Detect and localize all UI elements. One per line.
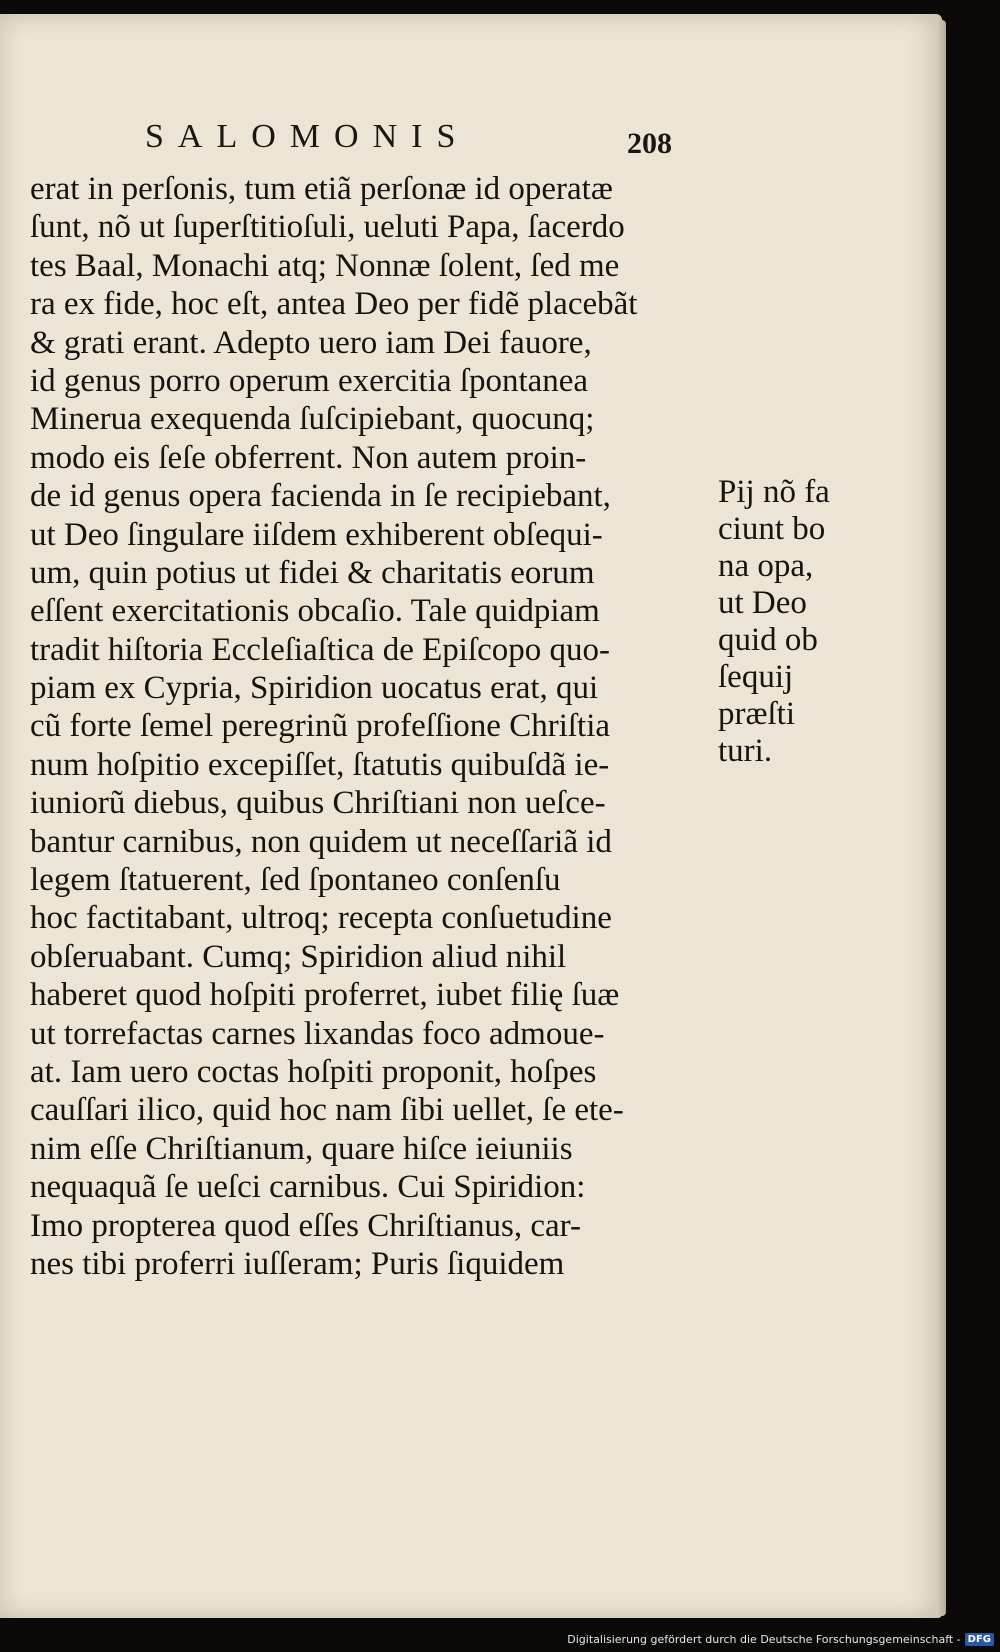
running-head: SALOMONIS [145,118,470,155]
text-line: cũ forte ſemel peregrinũ profeſſione Chriſtia [30,708,611,745]
text-line: um, quin potius ut fidei & charitatis eorum [30,554,595,591]
margin-note-line: ut Deo [718,585,807,621]
text-line: nim eſſe Chriſtianum, quare hiſce ieiuniis [30,1130,573,1167]
margin-note-line: ſequij [718,659,794,695]
page-number: 208 [627,127,672,160]
text-line: at. Iam uero coctas hoſpiti proponit, hoſpes [30,1053,597,1090]
text-line: nes tibi proferri iuſſeram; Puris ſiquidem [30,1245,565,1282]
text-line: hoc factitabant, ultroq; recepta conſuetudine [30,900,612,937]
text-line: Minerua exequenda ſuſcipiebant, quocunq; [30,401,595,438]
text-line: id genus porro operum exercitia ſpontanea [30,362,589,399]
text-line: ſunt, nõ ut ſuperſtitioſuli, ueluti Papa, ſacerdo [30,209,625,246]
text-line: & grati erant. Adepto uero iam Dei fauore, [30,324,592,361]
text-line: cauſſari ilico, quid hoc nam ſibi uellet, ſe ete- [30,1092,624,1129]
footer [567,1633,994,1646]
margin-note-line: ciunt bo [718,511,826,547]
text-line: haberet quod hoſpiti proferret, iubet filię ſuæ [30,977,620,1014]
margin-note-line: turi. [718,733,773,769]
text-line: ut Deo ſingulare iiſdem exhiberent obſequi- [30,516,603,553]
text-line: bantur carnibus, non quidem ut neceſſariã id [30,823,612,860]
text-line: tes Baal, Monachi atq; Nonnæ ſolent, ſed me [30,247,620,284]
footer-text: Digitalisierung gefördert durch die Deutsche Forschungsgemeinschaft - [567,1633,961,1646]
text-line: modo eis ſeſe obferrent. Non autem proin- [30,439,587,476]
text-line: iuniorũ diebus, quibus Chriſtiani non ueſce- [30,785,606,822]
margin-note [718,474,868,770]
text-line: eſſent exercitationis obcaſio. Tale quidpiam [30,593,600,630]
text-line: de id genus opera facienda in ſe recipiebant, [30,478,611,515]
text-line: ut torrefactas carnes lixandas foco admoue- [30,1015,605,1052]
text-line: tradit hiſtoria Eccleſiaſtica de Epiſcopo quo- [30,631,611,668]
text-line: ra ex fide, hoc eſt, antea Deo per fidẽ placebãt [30,286,638,323]
dfg-logo: DFG [965,1633,994,1646]
text-line: legem ſtatuerent, ſed ſpontaneo conſenſu [30,862,561,899]
margin-note-line: præſti [718,696,796,732]
text-line: num hoſpitio excepiſſet, ſtatutis quibuſdã ie- [30,746,610,783]
text-line: obſeruabant. Cumq; Spiridion aliud nihil [30,938,567,975]
margin-note-line: Pij nõ fa [718,474,830,510]
body-text [30,170,710,1283]
text-line: piam ex Cypria, Spiridion uocatus erat, qui [30,670,599,707]
page-edge [936,20,946,1616]
margin-note-line: quid ob [718,622,818,658]
text-line: nequaquã ſe ueſci carnibus. Cui Spiridion: [30,1169,586,1206]
margin-note-line: na opa, [718,548,814,584]
text-line: Imo propterea quod eſſes Chriſtianus, car- [30,1207,581,1244]
text-line: erat in perſonis, tum etiã perſonæ id operatæ [30,171,613,207]
